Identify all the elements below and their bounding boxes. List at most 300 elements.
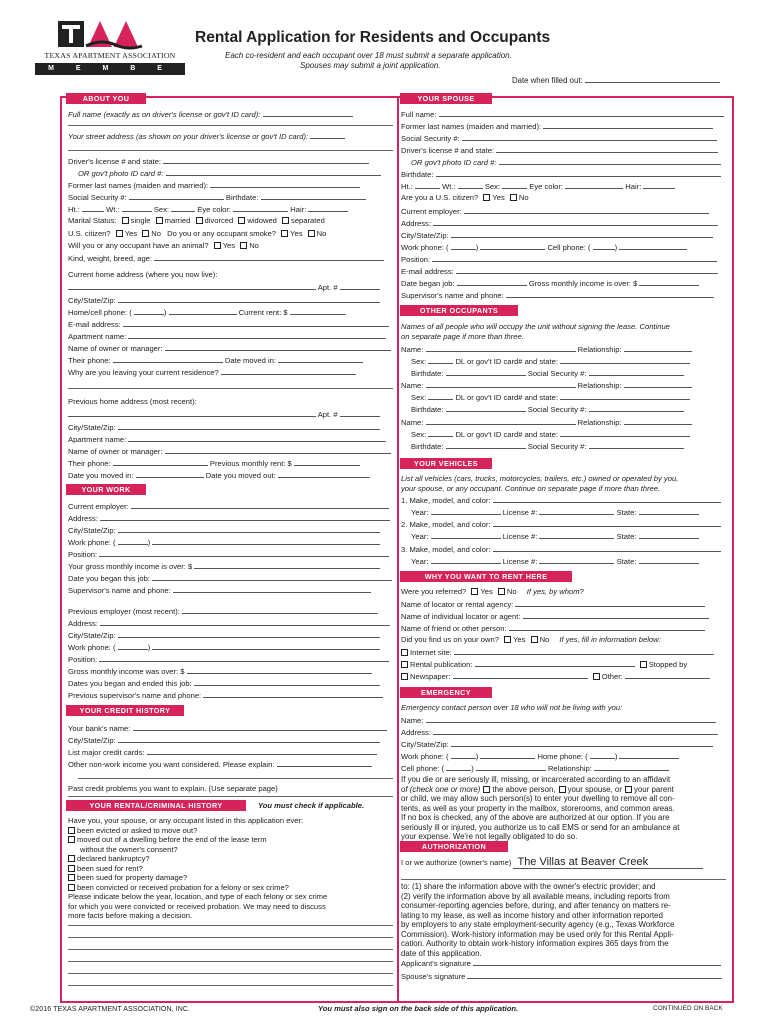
friend-row bbox=[401, 624, 705, 633]
spouse-citizen-yes-checkbox[interactable] bbox=[483, 194, 490, 201]
emergency-relationship-field[interactable] bbox=[594, 764, 669, 771]
vehicle-license-field[interactable] bbox=[539, 532, 614, 539]
emergency-city-field[interactable] bbox=[451, 740, 713, 747]
occupant-relationship-field[interactable] bbox=[624, 418, 692, 425]
prev-home-field[interactable] bbox=[68, 410, 316, 417]
dates-job-row bbox=[68, 679, 380, 688]
spouse-work-area[interactable] bbox=[451, 243, 476, 250]
prev-work-phone-field[interactable] bbox=[152, 643, 380, 650]
occupant-2-birth-row bbox=[411, 405, 684, 414]
prev-employer-field[interactable] bbox=[182, 607, 378, 614]
authorization-text-line: (2) verify the information above by all available means, including reports from bbox=[401, 891, 670, 901]
home-cell-area[interactable] bbox=[134, 308, 164, 315]
spouse-sig-label: Spouse's signature bbox=[401, 972, 466, 981]
why-leaving-row bbox=[68, 368, 356, 377]
authorization-text-line: date of this application. bbox=[401, 948, 482, 958]
occupant-1-sex-row bbox=[411, 357, 690, 366]
occupant-birth-field[interactable] bbox=[446, 442, 526, 449]
occupant-3-birth-row bbox=[411, 442, 684, 451]
vehicle-year-field[interactable] bbox=[431, 557, 501, 564]
occupant-dl-label: DL or gov't ID card# and state: bbox=[455, 393, 558, 402]
spouse-citizen-no-checkbox[interactable] bbox=[510, 194, 517, 201]
animal-yes-label: Yes bbox=[222, 241, 236, 250]
work-city-field[interactable] bbox=[118, 526, 380, 533]
vehicle-1-make-field[interactable] bbox=[493, 496, 721, 503]
prev-rent-field[interactable] bbox=[294, 459, 360, 466]
marital-label: Marital Status: bbox=[68, 216, 117, 225]
date-moved-in-field[interactable] bbox=[278, 356, 363, 363]
occupant-ssn-field[interactable] bbox=[589, 369, 684, 376]
spouse-supervisor-label: Supervisor's name and phone: bbox=[401, 291, 504, 300]
spouse-cell-field[interactable] bbox=[619, 243, 687, 250]
eye-field[interactable] bbox=[233, 205, 288, 212]
prev-moved-in-label: Date you moved in: bbox=[68, 471, 134, 480]
occupant-birth-field[interactable] bbox=[446, 369, 526, 376]
explain-line-4[interactable] bbox=[68, 961, 393, 962]
prev-work-address-label: Address: bbox=[68, 619, 98, 628]
above-person-checkbox[interactable] bbox=[483, 786, 490, 793]
spouse-work-phone-field[interactable] bbox=[480, 243, 545, 250]
spouse-position-field[interactable] bbox=[432, 255, 717, 262]
occupant-sex-label: Sex: bbox=[411, 357, 427, 366]
criminal-item bbox=[68, 864, 396, 874]
their-phone-row bbox=[68, 356, 363, 365]
date-filled-field[interactable] bbox=[585, 76, 720, 83]
apt-field[interactable] bbox=[340, 283, 380, 290]
spouse-cell-area[interactable] bbox=[593, 243, 615, 250]
applicant-sig-field[interactable] bbox=[473, 959, 721, 966]
spouse-former-field[interactable] bbox=[543, 122, 713, 129]
marital-row bbox=[68, 217, 325, 225]
spouse-wt-field[interactable] bbox=[458, 182, 483, 189]
spouse-ssn-field[interactable] bbox=[462, 134, 717, 141]
cards-field[interactable] bbox=[147, 748, 377, 755]
prev-work-city-field[interactable] bbox=[118, 631, 380, 638]
publication-checkbox[interactable] bbox=[401, 661, 408, 668]
authorize-line-2[interactable] bbox=[401, 879, 726, 880]
vehicle-license-field[interactable] bbox=[539, 508, 614, 515]
why-leaving-line-2[interactable] bbox=[68, 388, 393, 389]
sued-rent-checkbox[interactable] bbox=[68, 865, 75, 872]
prev-dates-row bbox=[68, 471, 370, 480]
locator-field[interactable] bbox=[515, 600, 705, 607]
current-home-label: Current home address (where you now live): bbox=[68, 270, 218, 279]
street-field[interactable] bbox=[310, 132, 345, 139]
spouse-position-row bbox=[401, 255, 717, 264]
hair-label: Hair: bbox=[290, 205, 307, 214]
moved-out-checkbox[interactable] bbox=[68, 836, 75, 843]
prev-home-row bbox=[68, 398, 197, 406]
home-cell-field[interactable] bbox=[169, 308, 237, 315]
current-rent-field[interactable] bbox=[290, 308, 346, 315]
spouse-birth-label: Birthdate: bbox=[401, 170, 434, 179]
occupant-birth-label: Birthdate: bbox=[411, 442, 444, 451]
newspaper-checkbox[interactable] bbox=[401, 673, 408, 680]
newspaper-row bbox=[401, 672, 710, 681]
spouse-dl-field[interactable] bbox=[496, 146, 718, 153]
prev-gross-field[interactable] bbox=[187, 667, 372, 674]
spouse-phone-row: Work phone: ( ) Cell phone: ( ) bbox=[401, 243, 687, 252]
bank-city-label: City/State/Zip: bbox=[68, 736, 116, 745]
non-work-field[interactable] bbox=[277, 760, 372, 767]
occupant-dl-field[interactable] bbox=[560, 357, 690, 364]
locator-label: Name of locator or rental agency: bbox=[401, 600, 514, 609]
vehicle-year-field[interactable] bbox=[431, 532, 501, 539]
emergency-cell-row: Cell phone: ( ) Relationship: bbox=[401, 764, 669, 773]
spouse-email-field[interactable] bbox=[456, 267, 718, 274]
vehicles-heading: YOUR VEHICLES bbox=[400, 458, 492, 469]
animal-no-checkbox[interactable] bbox=[240, 242, 247, 249]
or-id-row bbox=[78, 169, 381, 178]
parent-checkbox[interactable] bbox=[625, 786, 632, 793]
employer-field[interactable] bbox=[131, 502, 389, 509]
owner-field[interactable] bbox=[165, 344, 391, 351]
sued-damage-checkbox[interactable] bbox=[68, 874, 75, 881]
vehicle-year-field[interactable] bbox=[431, 508, 501, 515]
explain-line-6[interactable] bbox=[68, 985, 393, 986]
former-field[interactable] bbox=[210, 181, 360, 188]
smoke-no-label: No bbox=[316, 229, 327, 238]
emergency-work-area[interactable] bbox=[451, 752, 476, 759]
spouse-ssn-row bbox=[401, 134, 717, 143]
occupant-ssn-field[interactable] bbox=[589, 442, 684, 449]
referred-no-label: No bbox=[506, 587, 517, 596]
vehicle-3-make-label: 3. Make, model, and color: bbox=[401, 545, 491, 554]
other-checkbox[interactable] bbox=[593, 673, 600, 680]
authorization-text bbox=[401, 882, 731, 958]
widowed-checkbox[interactable] bbox=[238, 217, 245, 224]
work-phone-field[interactable] bbox=[152, 538, 380, 545]
subtitle-1: Each co-resident and each occupant over 18 must submit a separate application. bbox=[225, 51, 512, 60]
credit-heading: YOUR CREDIT HISTORY bbox=[66, 705, 184, 716]
ssn-label: Social Security #: bbox=[68, 193, 127, 202]
dl-field[interactable] bbox=[163, 157, 369, 164]
gross-label: Your gross monthly income is over: $ bbox=[68, 562, 193, 571]
prev-phone-field[interactable] bbox=[113, 459, 208, 466]
work-address-field[interactable] bbox=[100, 514, 390, 521]
owner-name-field[interactable]: The Villas at Beaver Creek bbox=[513, 857, 703, 869]
full-name-label: Full name (exactly as on driver's license or gov't ID card): bbox=[68, 110, 261, 119]
referred-yes-checkbox[interactable] bbox=[471, 588, 478, 595]
prev-position-field[interactable] bbox=[99, 655, 389, 662]
occupant-relationship-label: Relationship: bbox=[577, 345, 622, 354]
stopped-checkbox[interactable] bbox=[640, 661, 647, 668]
spouse-sig-field[interactable] bbox=[467, 972, 722, 979]
vehicle-3-detail-row bbox=[411, 557, 699, 566]
evicted-checkbox[interactable] bbox=[68, 827, 75, 834]
smoke-label: Do you or any occupant smoke? bbox=[167, 229, 277, 238]
occupant-dl-field[interactable] bbox=[560, 393, 690, 400]
began-row bbox=[68, 574, 392, 583]
locator-row bbox=[401, 600, 705, 609]
smoke-no-checkbox[interactable] bbox=[308, 230, 315, 237]
felony-checkbox[interactable] bbox=[68, 884, 75, 891]
why-rent-heading: WHY YOU WANT TO RENT HERE bbox=[400, 571, 572, 582]
friend-label: Name of friend or other person: bbox=[401, 624, 507, 633]
prev-apt-label: Apt. # bbox=[317, 410, 338, 419]
bank-city-field[interactable] bbox=[118, 736, 380, 743]
occupant-relationship-label: Relationship: bbox=[577, 418, 622, 427]
vehicle-license-label: License #: bbox=[502, 508, 538, 517]
married-checkbox[interactable] bbox=[156, 217, 163, 224]
full-name-field[interactable] bbox=[263, 110, 353, 117]
internet-label: Internet site: bbox=[410, 648, 452, 657]
occupant-name-field[interactable] bbox=[426, 345, 576, 352]
agent-field[interactable] bbox=[523, 612, 709, 619]
spouse-citizen-no-label: No bbox=[518, 193, 529, 202]
emergency-cell-area[interactable] bbox=[446, 764, 471, 771]
spouse-hair-label: Hair: bbox=[625, 182, 642, 191]
evicted-label: been evicted or asked to move out? bbox=[77, 825, 198, 835]
apt-name-field[interactable] bbox=[128, 332, 386, 339]
prev-moved-out-label: Date you moved out: bbox=[205, 471, 276, 480]
why-leaving-label: Why are you leaving your current residence? bbox=[68, 368, 219, 377]
prev-phone-label: Their phone: bbox=[68, 459, 111, 468]
single-label: single bbox=[130, 216, 151, 225]
divorced-checkbox[interactable] bbox=[196, 217, 203, 224]
internet-checkbox[interactable] bbox=[401, 649, 408, 656]
email-field[interactable] bbox=[123, 320, 389, 327]
found-yes-checkbox[interactable] bbox=[504, 636, 511, 643]
prev-owner-field[interactable] bbox=[165, 447, 391, 454]
occupant-sex-field[interactable] bbox=[428, 357, 453, 364]
dl-row bbox=[68, 157, 369, 166]
taa-logo bbox=[30, 18, 190, 84]
referred-no-checkbox[interactable] bbox=[498, 588, 505, 595]
occupant-name-field[interactable] bbox=[426, 418, 576, 425]
occupant-relationship-field[interactable] bbox=[624, 381, 692, 388]
publication-field[interactable] bbox=[475, 660, 635, 667]
spouse-began-field[interactable] bbox=[457, 279, 527, 286]
occupants-intro bbox=[401, 322, 731, 341]
spouse-heading: YOUR SPOUSE bbox=[400, 93, 492, 104]
spouse-employer-field[interactable] bbox=[464, 207, 709, 214]
their-phone-field[interactable] bbox=[113, 356, 223, 363]
emergency-cell-field[interactable] bbox=[476, 764, 546, 771]
citizen-no-checkbox[interactable] bbox=[142, 230, 149, 237]
street-label: Your street address (as shown on your driver's license or gov't ID card): bbox=[68, 132, 309, 141]
agent-row bbox=[401, 612, 709, 621]
separated-checkbox[interactable] bbox=[282, 217, 289, 224]
spouse-birth-field[interactable] bbox=[436, 170, 721, 177]
spouse-sex-field[interactable] bbox=[502, 182, 527, 189]
occupant-2-sex-row bbox=[411, 393, 690, 402]
birth-field[interactable] bbox=[261, 193, 366, 200]
spouse-ssn-label: Social Security #: bbox=[401, 134, 460, 143]
past-credit-label: Past credit problems you want to explain. (Use separate page) bbox=[68, 784, 278, 793]
emergency-work-field[interactable] bbox=[480, 752, 535, 759]
found-no-checkbox[interactable] bbox=[531, 636, 538, 643]
spouse-ht-field[interactable] bbox=[415, 182, 440, 189]
explain-line-3[interactable] bbox=[68, 949, 393, 950]
internet-field[interactable] bbox=[454, 648, 714, 655]
bankruptcy-checkbox[interactable] bbox=[68, 855, 75, 862]
prev-moved-in-field[interactable] bbox=[136, 471, 204, 478]
spouse-gross-label: Gross monthly income is over: $ bbox=[528, 279, 638, 288]
supervisor-label: Supervisor's name and phone: bbox=[68, 586, 171, 595]
vehicle-3-make-field[interactable] bbox=[493, 545, 721, 552]
authorization-text-line: Commission). Work-history information may be used only for this Rental Appli- bbox=[401, 929, 674, 939]
street-line-2[interactable] bbox=[68, 150, 393, 151]
found-label: Did you find us on your own? bbox=[401, 635, 499, 644]
spouse-checkbox[interactable] bbox=[559, 786, 566, 793]
prev-work-address-field[interactable] bbox=[100, 619, 390, 626]
vehicles-intro-2: your spouse, or any occupant. Continue on separate page if more than three. bbox=[401, 483, 661, 493]
occupant-name-field[interactable] bbox=[426, 381, 576, 388]
bank-field[interactable] bbox=[133, 724, 387, 731]
physical-row bbox=[68, 205, 348, 214]
vehicle-year-label: Year: bbox=[411, 557, 429, 566]
gross-field[interactable] bbox=[194, 562, 380, 569]
non-work-line-2[interactable] bbox=[78, 778, 393, 779]
fill-info-label: If yes, fill in information below: bbox=[559, 635, 661, 644]
emergency-name-row bbox=[401, 716, 716, 725]
spouse-full-field[interactable] bbox=[439, 110, 724, 117]
spouse-address-field[interactable] bbox=[433, 219, 718, 226]
occupant-dl-label: DL or gov't ID card# and state: bbox=[455, 357, 558, 366]
spouse-former-label: Former last names (maiden and married): bbox=[401, 122, 542, 131]
emergency-home-label: Home phone: ( bbox=[537, 752, 588, 761]
spouse-position-label: Position: bbox=[401, 255, 431, 264]
date-filled bbox=[512, 76, 720, 85]
explain-line-5[interactable] bbox=[68, 973, 393, 974]
citizen-label: U.S. citizen? bbox=[68, 229, 111, 238]
prev-work-phone-area[interactable] bbox=[118, 643, 148, 650]
prev-apt-name-field[interactable] bbox=[128, 435, 386, 442]
full-name-line-2[interactable] bbox=[68, 125, 393, 126]
work-phone-area[interactable] bbox=[118, 538, 148, 545]
spouse-address-row bbox=[401, 219, 718, 228]
spouse-supervisor-field[interactable] bbox=[506, 291, 714, 298]
emergency-home-area[interactable] bbox=[590, 752, 615, 759]
vehicle-state-field[interactable] bbox=[639, 532, 699, 539]
other-field[interactable] bbox=[625, 672, 710, 679]
began-label: Date you began this job: bbox=[68, 574, 150, 583]
publication-label: Rental publication: bbox=[410, 660, 473, 669]
spouse-eye-field[interactable] bbox=[565, 182, 623, 189]
spouse-or-id-field[interactable] bbox=[499, 158, 721, 165]
kind-field[interactable] bbox=[154, 254, 384, 261]
emergency-text-line: tents, as well as your property in the mailbox, storerooms, and common areas. bbox=[401, 803, 675, 813]
home-cell-label: Home/cell phone: ( bbox=[68, 308, 132, 317]
authorization-text-line: to: (1) share the information above with the owner's electric provider; and bbox=[401, 882, 656, 891]
began-field[interactable] bbox=[152, 574, 392, 581]
prev-apt-field[interactable] bbox=[340, 410, 380, 417]
prev-supervisor-label: Previous supervisor's name and phone: bbox=[68, 691, 202, 700]
sex-field[interactable] bbox=[171, 205, 195, 212]
emergency-phone-row: Work phone: ( ) Home phone: ( ) bbox=[401, 752, 679, 761]
prev-supervisor-field[interactable] bbox=[203, 691, 383, 698]
current-city-field[interactable] bbox=[118, 296, 380, 303]
prev-moved-out-field[interactable] bbox=[278, 471, 370, 478]
spouse-wt-label: Wt.: bbox=[442, 182, 456, 191]
hair-field[interactable] bbox=[308, 205, 348, 212]
friend-field[interactable] bbox=[509, 624, 705, 631]
spouse-city-field[interactable] bbox=[451, 231, 713, 238]
vehicle-license-field[interactable] bbox=[539, 557, 614, 564]
occupant-ssn-label: Social Security #: bbox=[527, 369, 587, 378]
kind-row bbox=[68, 254, 384, 263]
smoke-yes-checkbox[interactable] bbox=[281, 230, 288, 237]
animal-yes-checkbox[interactable] bbox=[214, 242, 221, 249]
prev-position-row bbox=[68, 655, 389, 664]
occupant-birth-field[interactable] bbox=[446, 405, 526, 412]
occupant-ssn-field[interactable] bbox=[589, 405, 684, 412]
their-phone-label: Their phone: bbox=[68, 356, 111, 365]
ssn-field[interactable] bbox=[129, 193, 224, 200]
widowed-label: widowed bbox=[247, 216, 277, 225]
newspaper-field[interactable] bbox=[453, 672, 588, 679]
prev-city-field[interactable] bbox=[118, 423, 380, 430]
current-city-row bbox=[68, 296, 380, 305]
current-home-field[interactable] bbox=[68, 283, 316, 290]
spouse-gross-field[interactable] bbox=[639, 279, 699, 286]
occupant-birth-label: Birthdate: bbox=[411, 405, 444, 414]
prev-owner-label: Name of owner or manager: bbox=[68, 447, 163, 456]
citizen-no-label: No bbox=[151, 229, 161, 238]
emergency-home-field[interactable] bbox=[619, 752, 679, 759]
prev-city-row bbox=[68, 423, 380, 432]
bank-city-row bbox=[68, 736, 380, 745]
spouse-employer-label: Current employer: bbox=[401, 207, 462, 216]
or-id-field[interactable] bbox=[166, 169, 381, 176]
dl-label: Driver's license # and state: bbox=[68, 157, 162, 166]
occupant-dl-label: DL or gov't ID card# and state: bbox=[455, 430, 558, 439]
smoke-yes-label: Yes bbox=[290, 229, 303, 238]
vehicle-2-make-field[interactable] bbox=[493, 520, 721, 527]
animal-no-label: No bbox=[249, 241, 259, 250]
occupant-sex-label: Sex: bbox=[411, 430, 427, 439]
spouse-hair-field[interactable] bbox=[643, 182, 675, 189]
prev-supervisor-row bbox=[68, 691, 383, 700]
emergency-city-label: City/State/Zip: bbox=[401, 740, 449, 749]
explain-line-1[interactable] bbox=[68, 925, 393, 926]
occupant-sex-field[interactable] bbox=[428, 393, 453, 400]
vehicle-state-field[interactable] bbox=[639, 557, 699, 564]
occupant-dl-field[interactable] bbox=[560, 430, 690, 437]
occupants-intro-2: on separate page if more than three. bbox=[401, 331, 524, 341]
position-field[interactable] bbox=[99, 550, 389, 557]
occupant-relationship-field[interactable] bbox=[624, 345, 692, 352]
citizen-yes-checkbox[interactable] bbox=[116, 230, 123, 237]
prev-home-line bbox=[68, 410, 380, 419]
spouse-address-label: Address: bbox=[401, 219, 431, 228]
dates-job-field[interactable] bbox=[194, 679, 380, 686]
explain-line-2[interactable] bbox=[68, 937, 393, 938]
why-leaving-field[interactable] bbox=[221, 368, 356, 375]
prev-owner-row bbox=[68, 447, 391, 456]
full-name-row bbox=[68, 110, 353, 119]
or-id-label: OR gov't photo ID card #: bbox=[78, 169, 164, 178]
internet-row bbox=[401, 648, 714, 657]
occupant-1-name-row bbox=[401, 345, 692, 354]
authorization-heading: AUTHORIZATION bbox=[400, 841, 508, 852]
ht-field[interactable] bbox=[82, 205, 104, 212]
cards-label: List major credit cards: bbox=[68, 748, 145, 757]
occupant-sex-field[interactable] bbox=[428, 430, 453, 437]
emergency-address-field[interactable] bbox=[433, 728, 718, 735]
past-credit-line[interactable] bbox=[68, 796, 393, 797]
copyright: ©2016 TEXAS APARTMENT ASSOCIATION, INC. bbox=[30, 1006, 191, 1013]
vehicle-state-field[interactable] bbox=[639, 508, 699, 515]
date-filled-label: Date when filled out: bbox=[512, 76, 583, 85]
single-checkbox[interactable] bbox=[122, 217, 129, 224]
emergency-name-field[interactable] bbox=[426, 716, 716, 723]
supervisor-field[interactable] bbox=[173, 586, 371, 593]
criminal-item bbox=[68, 873, 396, 883]
prev-employer-label: Previous employer (most recent): bbox=[68, 607, 180, 616]
wt-field[interactable] bbox=[122, 205, 152, 212]
